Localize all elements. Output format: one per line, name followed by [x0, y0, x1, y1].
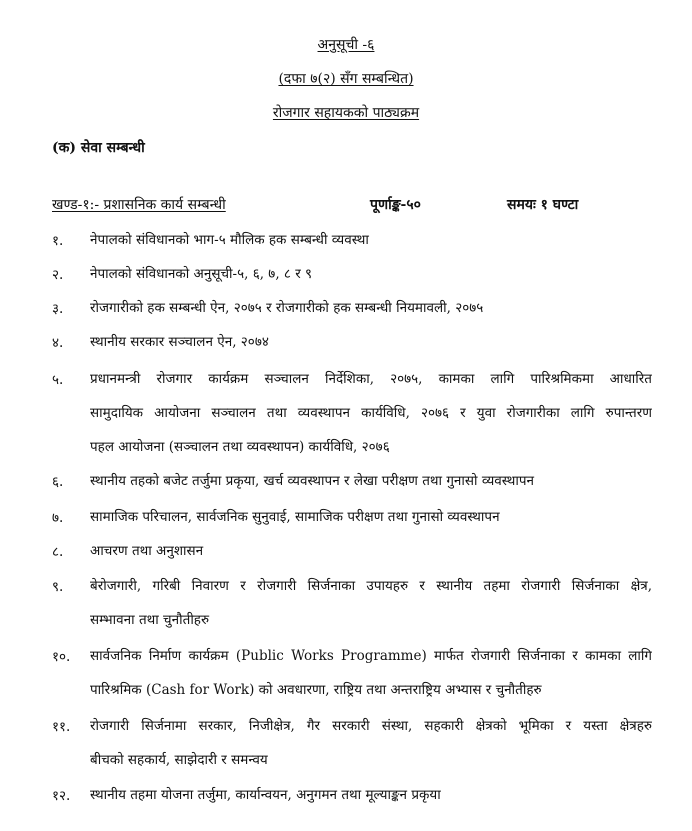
item-text: पहल आयोजना (सञ्चालन तथा व्यवस्थापन) कार्यविधि, २०७६ — [90, 439, 390, 455]
item-number: ६. — [52, 474, 64, 490]
item-text: सार्वजनिक निर्माण कार्यक्रम (Public Works Programme) मार्फत रोजगारी सिर्जनाका र कामका लागि — [90, 648, 652, 664]
section-label: (क) सेवा सम्बन्धी — [52, 140, 145, 156]
item-number: ११. — [52, 719, 71, 735]
item-text: स्थानीय तहमा योजना तर्जुमा, कार्यान्वयन, अनुगमन तथा मूल्याङ्कन प्रकृया — [90, 787, 441, 803]
item-number: १. — [52, 233, 64, 249]
item-number: ९. — [52, 579, 64, 595]
item-number: १०. — [52, 649, 71, 665]
item-text: बीचको सहकार्य, साझेदारी र समन्वय — [90, 752, 268, 768]
item-text: नेपालको संविधानको भाग-५ मौलिक हक सम्बन्धी व्यवस्था — [90, 232, 369, 248]
annex-subtitle — [0, 70, 692, 88]
annex-title — [0, 36, 692, 54]
item-text: सम्भावना तथा चुनौतीहरु — [90, 612, 210, 628]
item-text: सामाजिक परिचालन, सार्वजनिक सुनुवाई, सामाजिक परीक्षण तथा गुनासो व्यवस्थापन — [90, 509, 500, 525]
item-text: सामुदायिक आयोजना सञ्चालन तथा व्यवस्थापन कार्यविधि, २०७६ र युवा रोजगारीका लागि रुपान्तरण — [90, 405, 652, 421]
course-title — [0, 104, 692, 122]
item-text: पारिश्रमिक (Cash for Work) को अवधारणा, राष्ट्रिय तथा अन्तराष्ट्रिय अभ्यास र चुनौतीहरु — [90, 682, 542, 698]
item-number: ८. — [52, 544, 64, 560]
item-number: ५. — [52, 372, 64, 388]
item-text: रोजगारीको हक सम्बन्धी ऐन, २०७५ र रोजगारीको हक सम्बन्धी नियमावली, २०७५ — [90, 300, 484, 316]
item-number: ७. — [52, 510, 64, 526]
khand-header — [52, 196, 652, 216]
course-title-text: रोजगार सहायकको पाठ्यक्रम — [272, 105, 420, 121]
item-text: स्थानीय सरकार सञ्चालन ऐन, २०७४ — [90, 334, 269, 350]
item-text: रोजगारी सिर्जनामा सरकार, निजीक्षेत्र, गैर सरकारी संस्था, सहकारी क्षेत्रको भूमिका र यस्ता क्षेत्रहरु — [90, 718, 652, 734]
item-number: २. — [52, 267, 64, 283]
item-text: बेरोजगारी, गरिबी निवारण र रोजगारी सिर्जनाका उपायहरु र स्थानीय तहमा रोजगारी सिर्जनाका क्षेत्र, — [90, 578, 652, 594]
khand-title: खण्ड-१:- प्रशासनिक कार्य सम्बन्धी — [52, 197, 226, 213]
annex-subtitle-text: (दफा ७(२) सँग सम्बन्धित) — [278, 71, 414, 87]
annex-title-text: अनुसूची -६ — [317, 37, 375, 53]
item-number: ४. — [52, 335, 64, 351]
item-text: आचरण तथा अनुशासन — [90, 543, 204, 559]
item-number: ३. — [52, 301, 64, 317]
full-marks: पूर्णाङ्क-५० — [370, 197, 421, 213]
item-text: नेपालको संविधानको अनुसूची-५, ६, ७, ८ र ९ — [90, 266, 313, 282]
item-text: प्रधानमन्त्री रोजगार कार्यक्रम सञ्चालन निर्देशिका, २०७५, कामका लागि पारिश्रमिकमा आधारित — [90, 371, 652, 387]
exam-time: समयः १ घण्टा — [507, 197, 579, 213]
item-number: १२. — [52, 788, 71, 804]
item-text: स्थानीय तहको बजेट तर्जुमा प्रकृया, खर्च व्यवस्थापन र लेखा परीक्षण तथा गुनासो व्यवस्थापन — [90, 473, 535, 489]
